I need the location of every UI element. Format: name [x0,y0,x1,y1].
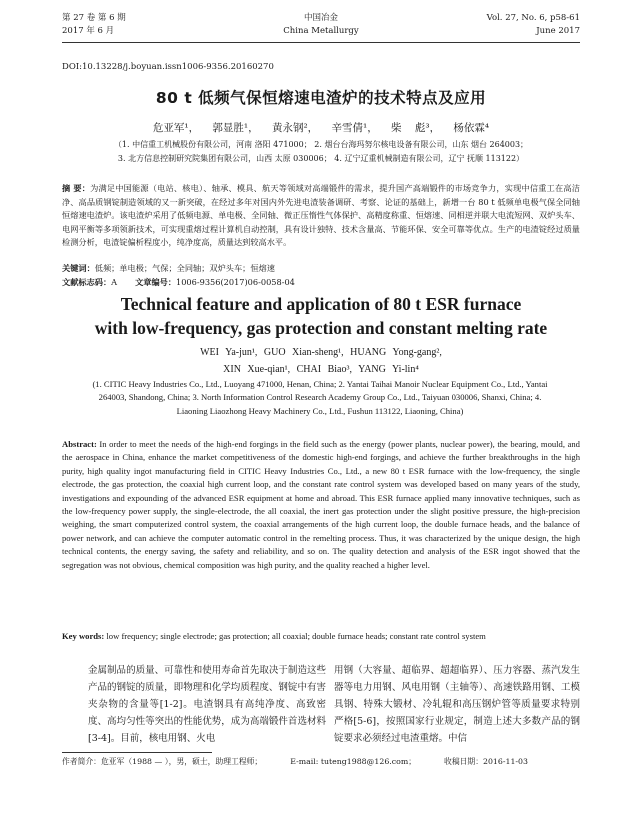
author-bio-label: 作者简介： [62,757,101,766]
english-title-line: with low-frequency, gas protection and constant melting rate [94,318,548,338]
english-abstract [62,438,580,572]
chinese-keywords-text: 低频；单电极；气保；全同轴；双炉头车；恒熔速 [94,263,275,273]
journal-name-cn: 中国冶金 [303,13,338,23]
journal-date-cn: 2017 年 6 月 [62,26,115,36]
english-keywords-text: low frequency; single electrode; gas protection; all coaxial; double furnace heads; constant rate control system [106,631,486,641]
chinese-affiliation-line: （1. 中信重工机械股份有限公司，河南 洛阳 471000； 2. 烟台台海玛努尔核电设备有限公司，山东 烟台 264003； [113,140,529,149]
chinese-abstract-label: 摘 要： [62,183,91,193]
doi: DOI:10.13228/j.boyuan.issn1006-9356.20160270 [62,62,274,72]
classification-line [62,276,580,290]
english-title-line: Technical feature and application of 80 t ESR furnace [120,294,522,314]
journal-date-en: June 2017 [536,26,580,36]
english-keywords-label: Key words: [62,631,105,641]
email-value: tuteng1988@126.com； [320,757,417,766]
chinese-abstract-text: 为满足中国能源（电站、核电）、轴承、模具、航天等领域对高端锻件的需求，提升国产高端锻件的市场竞争力，实现中信重工在高洁净、高品质钢锭制造领域的又一新突破，在经过多年对国内外先进电渣装备调研、考察、论证的基础上，新增一台 80 t 低频单电极气保全同轴恒熔速电渣炉。该电渣炉采用了低频电源、单电极、全同轴、微正压惰性气体保护、高精度称重、恒熔速、同相逆并联大电流短网、双炉头车、电网平衡等多项领新技术，可实现重熔过程计算机自动控制，具有设计独特、技术含量高、节能环保、安全可靠等优点。生产的电渣锭经过质量检测分析，电渣锭偏析程度小，纯净度高，质量达到较高水平。 [62,183,580,247]
journal-volume: 第 27 卷 第 6 期 [62,13,126,23]
email-label: E-mail: [290,757,319,766]
chinese-authors: 危亚军¹， 郭显胜¹， 黄永钢²， 辛雪倩¹， 柴 彪³， 杨依霖⁴ [152,122,490,134]
author-bio-value: 危亚军（1988 — ），男，硕士，助理工程师； [100,757,263,766]
english-abstract-label: Abstract: [62,439,97,449]
body-column-left: 金属制品的质量、可靠性和使用寿命首先取决于制造这些产品的钢锭的质量，即物理和化学均质程度、钢锭中有害夹杂物的含量等[1-2]。电渣钢具有高纯净度、高致密度、高均匀性等突出的性能优势，成为高端锻件首选材料[3-4]。目前，核电用钢、火电 [88,665,326,744]
english-keywords [62,630,580,643]
chinese-affiliations [62,138,580,166]
chinese-title: 80 t 低频气保恒熔速电渣炉的技术特点及应用 [155,89,487,107]
received-date-label: 收稿日期： [444,757,484,766]
running-header [62,12,580,52]
document-code-value: A [111,277,118,287]
chinese-keywords [62,262,580,276]
author-footnote [62,756,580,767]
received-date-value: 2016-11-03 [483,757,528,766]
article-number-label: 文章编号： [135,277,177,287]
journal-name-en: China Metallurgy [283,26,359,36]
english-abstract-text: In order to meet the needs of the high-end forgings in the field such as the energy (power plants, nuclear power), the bearing, mould, and the aerospace in China, enhance the market competitiveness of the domestic high-end forgings, and achieve the further breakthroughs in the high purity, high quality ingot manufacturing field in CITIC Heavy Industries Co., Ltd., a new 80 t ESR furnace with the low-frequency, the single electrode, the gas protection, the coaxial high current loop, and the constant rate control system was developed based on many years of the study, investigations and expounding of the advanced ESR equipment at home and abroad. This ESR furnace applied many innovative techniques, such as the low-frequency power supply, the single-electrode, the all coaxial, the inert gas protection under the slight positive pressure, the high-precision weighing, the smart computerized control system, the coaxial arrangements of the high current loop, the double furnace heads, and the balance of power network, and can achieve the computer automatic control in the remelting process. Thus, it was characterized by the unique design, the high technical contents, the energy saving, the safety and reliability, and so on. The quality detection and analysis of the ESR ingot showed that the segregation was not obvious, chemical composition was high purity, and the quality reached a higher level. [62,439,580,570]
english-title [62,292,580,340]
document-code-label: 文献标志码： [62,277,112,287]
body-column-right: 用钢（大容量、超临界、超超临界）、压力容器、蒸汽发生器等电力用钢、风电用钢（主轴等）、高速铁路用钢、工模具钢、特殊大锻材、冷轧辊和高压钢炉管等质量要求特别严格[5-6]，按照国家行业规定，制造上述大多数产品的钢锭要求必须经过电渣重熔。中信 [334,665,580,744]
header-divider [62,42,580,43]
article-number-value: 1006-9356(2017)06-0058-04 [176,277,295,287]
chinese-affiliation-line: 3. 北方信息控制研究院集团有限公司，山西 太原 030006； 4. 辽宁辽重机械制造有限公司，辽宁 抚顺 113122） [117,154,525,163]
english-authors-line: WEI Ya-jun¹, GUO Xian-sheng¹, HUANG Yong-gang², [200,347,442,358]
english-authors-line: XIN Xue-qian¹, CHAI Biao³, YANG Yi-lin⁴ [223,364,419,375]
footnote-divider [62,752,212,753]
journal-volume-en: Vol. 27, No. 6, p58-61 [486,13,580,23]
header-right [487,12,580,38]
english-authors [62,344,580,378]
chinese-abstract [62,182,580,250]
chinese-keywords-label: 关键词： [62,263,95,273]
english-affiliations: (1. CITIC Heavy Industries Co., Ltd., Luoyang 471000, Henan, China; 2. Yantai Taihai Manoir Nuclear Equipment Co., Ltd., Yantai 264003, Shandong, China; 3. North Information Control Research Academy Group Co., Ltd., Taiyuan 030006, Shanxi, China; 4. Liaoning Liaozhong Heavy Machinery Co., Ltd., Fushun 113122, Liaoning, China) [92,379,548,416]
